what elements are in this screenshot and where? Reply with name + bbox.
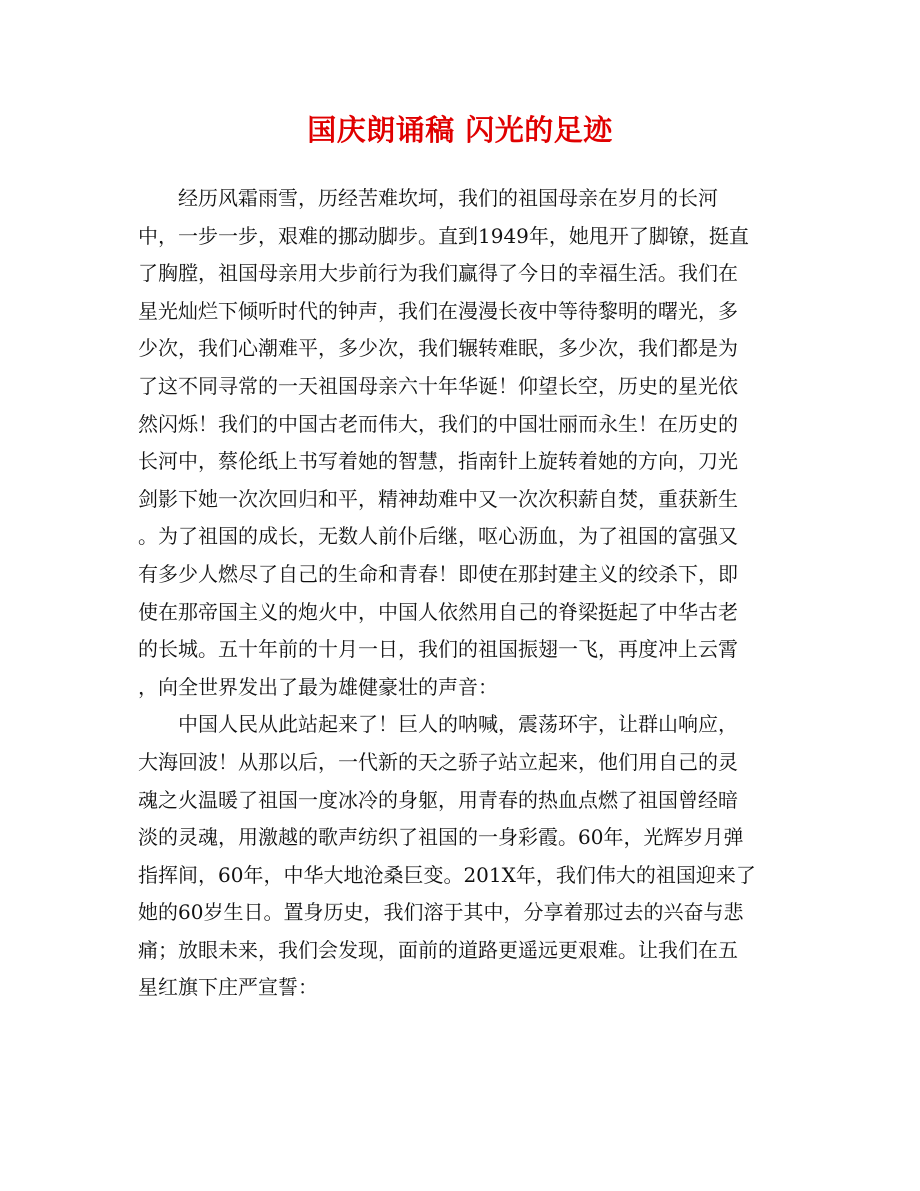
text-line: 星红旗下庄严宣誓：: [138, 975, 318, 1000]
text-line: 大海回波！从那以后，一代新的天之骄子站立起来，他们用自己的灵: [138, 749, 738, 774]
text-line: 指挥间，60年，中华大地沧桑巨变。201X年，我们伟大的祖国迎来了: [138, 862, 756, 887]
text-line: 中，一步一步，艰难的挪动脚步。直到1949年，她甩开了脚镣，挺直: [138, 223, 749, 248]
text-line: 星光灿烂下倾听时代的钟声，我们在漫漫长夜中等待黎明的曙光，多: [138, 298, 738, 323]
text-line: 淡的灵魂，用激越的歌声纺织了祖国的一身彩霞。60年，光辉岁月弹: [138, 825, 744, 850]
paragraph-2: [138, 706, 788, 1007]
text-line: 有多少人燃尽了自己的生命和青春！即使在那封建主义的绞杀下，即: [138, 561, 738, 586]
document-body: [138, 180, 788, 1007]
text-line: 了这不同寻常的一天祖国母亲六十年华诞！仰望长空，历史的星光依: [138, 373, 738, 398]
text-line: 痛；放眼未来，我们会发现，面前的道路更遥远更艰难。让我们在五: [138, 937, 738, 962]
text-line: 长河中，蔡伦纸上书写着她的智慧，指南针上旋转着她的方向，刀光: [138, 449, 738, 474]
text-line: 少次，我们心潮难平，多少次，我们辗转难眠，多少次，我们都是为: [138, 336, 738, 361]
paragraph-1: [138, 180, 788, 706]
text-line: ，向全世界发出了最为雄健豪壮的声音：: [138, 674, 498, 699]
text-line: 然闪烁！我们的中国古老而伟大，我们的中国壮丽而永生！在历史的: [138, 411, 738, 436]
text-line: 。为了祖国的成长，无数人前仆后继，呕心沥血，为了祖国的富强又: [138, 524, 738, 549]
document-title: 国庆朗诵稿 闪光的足迹: [307, 113, 613, 147]
text-line: 魂之火温暖了祖国一度冰冷的身躯，用青春的热血点燃了祖国曾经暗: [138, 787, 738, 812]
text-line: 剑影下她一次次回归和平，精神劫难中又一次次积薪自焚，重获新生: [138, 486, 738, 511]
text-line: 经历风霜雨雪，历经苦难坎坷，我们的祖国母亲在岁月的长河: [178, 186, 718, 210]
text-line: 她的60岁生日。置身历史，我们溶于其中，分享着那过去的兴奋与悲: [138, 900, 744, 925]
text-line: 中国人民从此站起来了！巨人的呐喊，震荡环宇，让群山响应，: [178, 712, 738, 737]
text-line: 的长城。五十年前的十月一日，我们的祖国振翅一飞，再度冲上云霄: [138, 637, 738, 662]
text-line: 使在那帝国主义的炮火中，中国人依然用自己的脊梁挺起了中华古老: [138, 599, 738, 624]
text-line: 了胸膛，祖国母亲用大步前行为我们赢得了今日的幸福生活。我们在: [138, 261, 738, 286]
